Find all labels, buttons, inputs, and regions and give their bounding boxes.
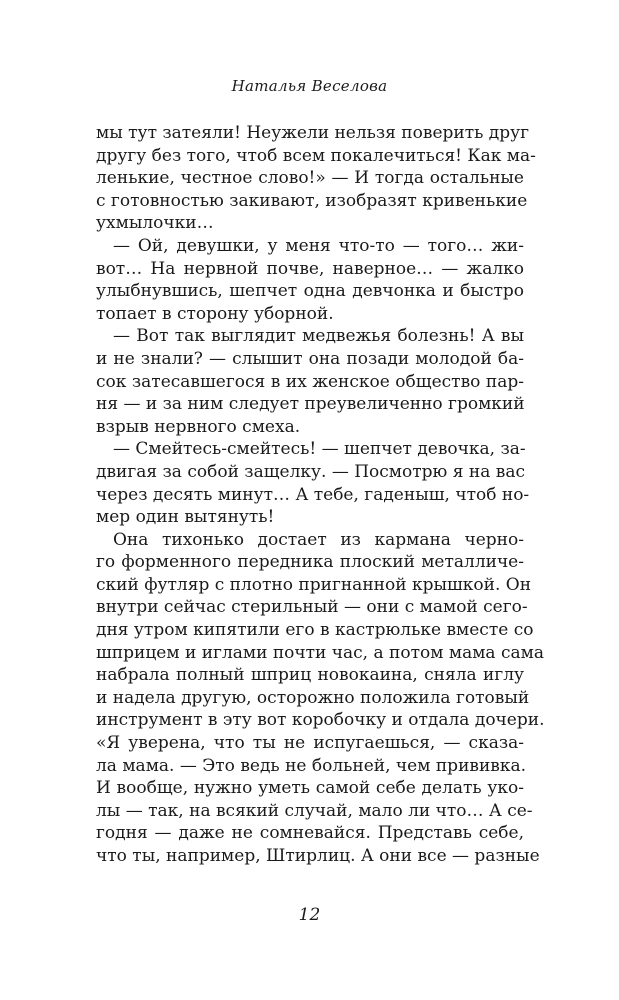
text-line: лы — так, на всякий случай, мало ли что… А се- <box>96 800 533 821</box>
running-head: Наталья Веселова <box>231 77 388 95</box>
text-line: шприцем и иглами почти час, а потом мама сама <box>96 642 544 663</box>
text-line: сок затесавшегося в их женское общество пар- <box>96 371 524 392</box>
text-line: го форменного передника плоский металличе- <box>96 552 524 573</box>
text-line: мы тут затеяли! Неужели нельзя поверить друг <box>96 123 530 143</box>
text-line: с готовностью закивают, изобразят кривенькие <box>96 190 528 211</box>
text-line: ня — и за ним следует преувеличенно громкий <box>96 394 525 415</box>
text-line: что ты, например, Штирлиц. А они все — разные <box>96 846 540 866</box>
text-line: взрыв нервного смеха. <box>96 416 301 437</box>
text-line: другу без того, чтоб всем покалечиться! Как ма- <box>96 145 536 166</box>
text-line: годня — даже не сомневайся. Представь себе, <box>96 823 524 844</box>
text-line: двигая за собой защелку. — Посмотрю я на вас <box>96 461 525 482</box>
text-line: ленькие, честное слово!» — И тогда остальные <box>96 168 524 189</box>
text-line: топает в сторону уборной. <box>96 303 334 324</box>
body-text <box>96 122 545 868</box>
text-line: набрала полный шприц новокаина, сняла иглу <box>96 665 524 686</box>
text-line: ла мама. — Это ведь не больней, чем прививка. <box>96 755 527 776</box>
text-line: вот… На нервной почве, наверное… — жалко <box>96 258 524 279</box>
page-number: 12 <box>298 905 321 925</box>
text-line: через десять минут… А тебе, гаденыш, чтоб но- <box>96 484 530 505</box>
text-line: Она тихонько достает из кармана черно- <box>113 529 524 550</box>
text-line: — Вот так выглядит медвежья болезнь! А вы <box>113 326 524 347</box>
text-line: дня утром кипятили его в кастрюльке вместе со <box>96 620 534 641</box>
text-line: и не знали? — слышит она позади молодой ба- <box>96 348 524 369</box>
text-line: ский футляр с плотно пригнанной крышкой. Он <box>96 574 532 595</box>
text-line: и надела другую, осторожно положила готовый <box>96 687 530 708</box>
text-line: инструмент в эту вот коробочку и отдала дочери. <box>96 710 545 731</box>
text-line: И вообще, нужно уметь самой себе делать уко- <box>96 778 524 799</box>
text-line: — Ой, девушки, у меня что-то — того… жи- <box>113 235 524 256</box>
text-line: улыбнувшись, шепчет одна девчонка и быстро <box>96 281 524 302</box>
text-line: ухмылочки… <box>96 213 214 234</box>
text-line: — Смейтесь-смейтесь! — шепчет девочка, за- <box>113 439 526 460</box>
text-line: «Я уверена, что ты не испугаешься, — сказа- <box>96 733 524 754</box>
text-line: мер один вытянуть! <box>96 507 275 528</box>
text-line: внутри сейчас стерильный — они с мамой сего- <box>96 597 528 618</box>
